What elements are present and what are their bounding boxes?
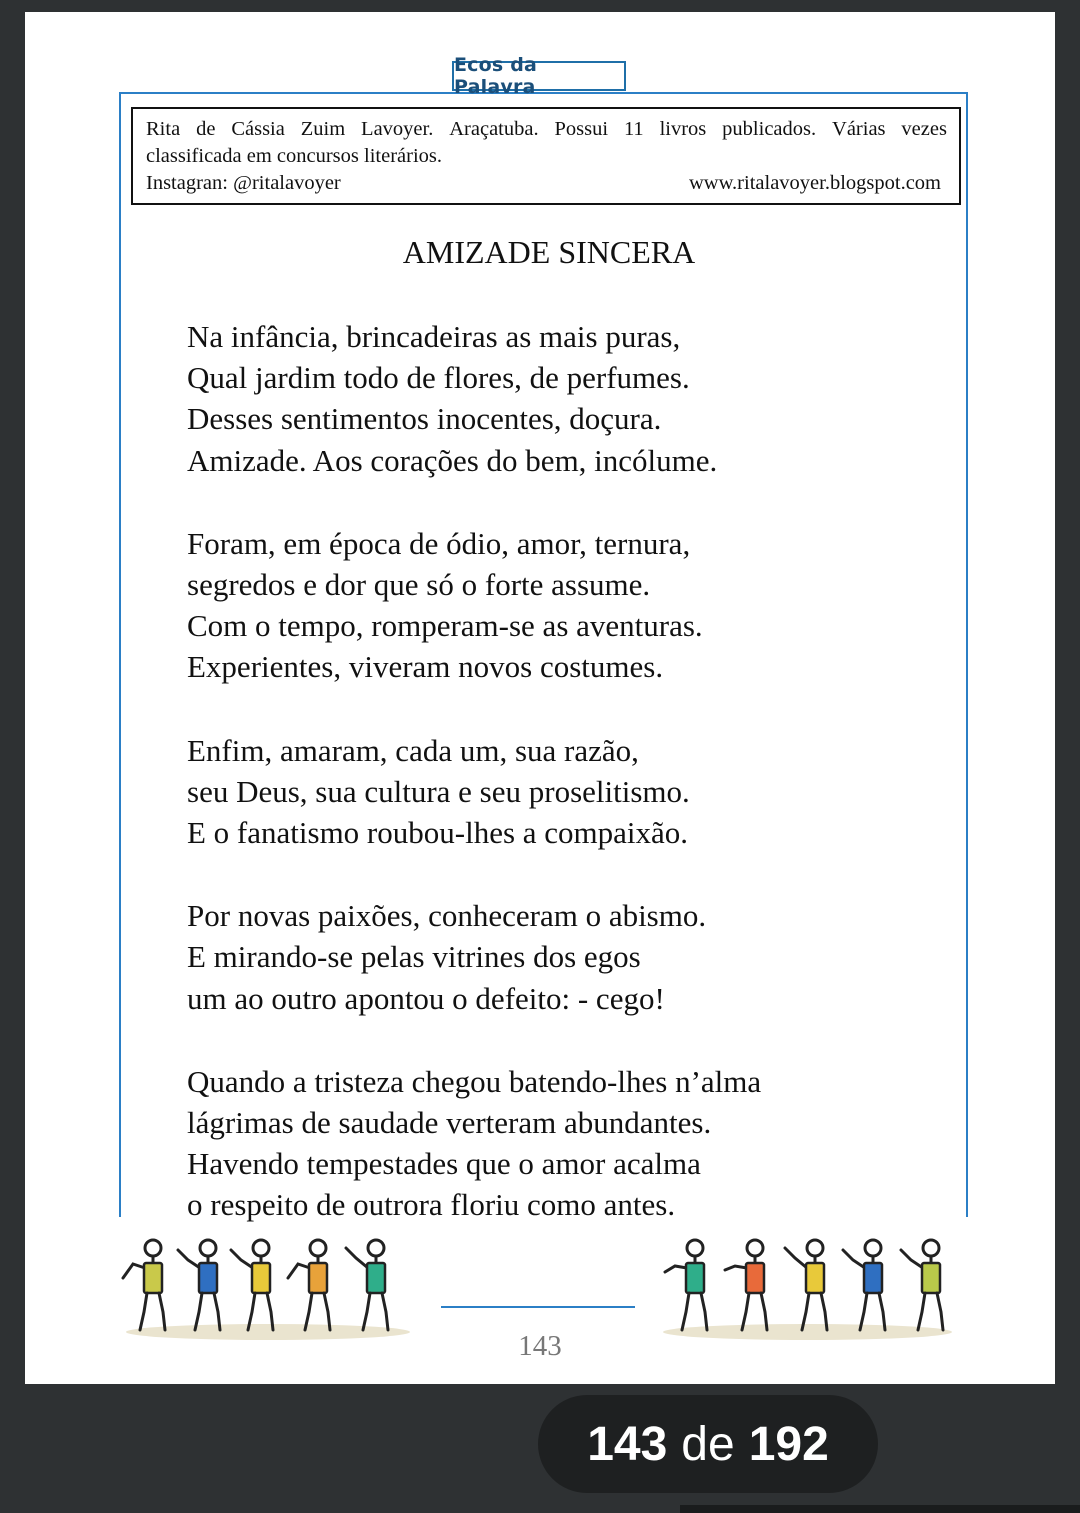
author-info-box: [131, 107, 961, 205]
poem-line: o respeito de outrora floriu como antes.: [187, 1187, 676, 1223]
dancing-figures-right-illustration: [655, 1230, 960, 1342]
poem-line: Foram, em época de ódio, amor, ternura,: [187, 525, 691, 561]
total-pages: 192: [748, 1417, 829, 1471]
poem-line: seu Deus, sua cultura e seu proselitismo.: [187, 773, 690, 809]
dancing-figures-left-illustration: [118, 1230, 418, 1342]
stick-figure: [843, 1240, 885, 1330]
poem-line: Quando a tristeza chegou batendo-lhes n’alma: [187, 1063, 762, 1099]
poem-line: Experientes, viveram novos costumes.: [187, 649, 664, 685]
poem-line: segredos e dor que só o forte assume.: [187, 567, 651, 603]
poem-body: [187, 316, 761, 1268]
magazine-header-tag: Ecos da Palavra: [452, 61, 626, 91]
poem-line: Desses sentimentos inocentes, doçura.: [187, 401, 662, 437]
page-counter-badge: [538, 1395, 878, 1493]
page-number: 143: [518, 1330, 562, 1362]
poem-line: lágrimas de saudade verteram abundantes.: [187, 1105, 712, 1141]
stick-figure: [288, 1240, 330, 1330]
poem-line: E o fanatismo roubou-lhes a compaixão.: [187, 815, 689, 851]
poem-stanza-3: [187, 730, 761, 854]
poem-stanza-5: [187, 1061, 761, 1226]
viewer-bottom-bar: [680, 1505, 1080, 1513]
poem-line: Havendo tempestades que o amor acalma: [187, 1146, 701, 1182]
footer-divider: [441, 1306, 635, 1308]
author-bio-line-1: Rita de Cássia Zuim Lavoyer. Araçatuba. Possui 11 livros publicados. Várias vezes: [146, 118, 947, 140]
poem-stanza-1: [187, 316, 761, 481]
poem-line: Enfim, amaram, cada um, sua razão,: [187, 732, 639, 768]
author-instagram: Instagran: @ritalavoyer: [146, 172, 341, 194]
stick-figure: [901, 1240, 943, 1330]
stick-figure: [123, 1240, 165, 1330]
poem-line: um ao outro apontou o defeito: - cego!: [187, 980, 665, 1016]
poem-title: AMIZADE SINCERA: [402, 234, 696, 270]
current-page: 143: [587, 1417, 668, 1471]
poem-line: Qual jardim todo de flores, de perfumes.: [187, 360, 690, 396]
page-counter-separator: de: [681, 1417, 735, 1471]
stick-figure: [785, 1240, 827, 1330]
stick-figure: [178, 1240, 220, 1330]
stick-figure: [346, 1240, 388, 1330]
stick-figure: [231, 1240, 273, 1330]
poem-line: E mirando-se pelas vitrines dos egos: [187, 939, 641, 975]
poem-line: Com o tempo, romperam-se as aventuras.: [187, 608, 703, 644]
author-website: www.ritalavoyer.blogspot.com: [688, 172, 941, 194]
author-contact-line: [146, 170, 947, 197]
poem-line: Amizade. Aos corações do bem, incólume.: [187, 442, 718, 478]
author-bio-line-2: classificada em concursos literários.: [146, 145, 442, 167]
poem-stanza-4: [187, 895, 761, 1019]
stick-figure: [665, 1240, 707, 1330]
stick-figure: [725, 1240, 767, 1330]
poem-stanza-2: [187, 523, 761, 688]
poem-line: Por novas paixões, conheceram o abismo.: [187, 898, 707, 934]
document-page: [25, 12, 1055, 1384]
poem-line: Na infância, brincadeiras as mais puras,: [187, 319, 681, 354]
